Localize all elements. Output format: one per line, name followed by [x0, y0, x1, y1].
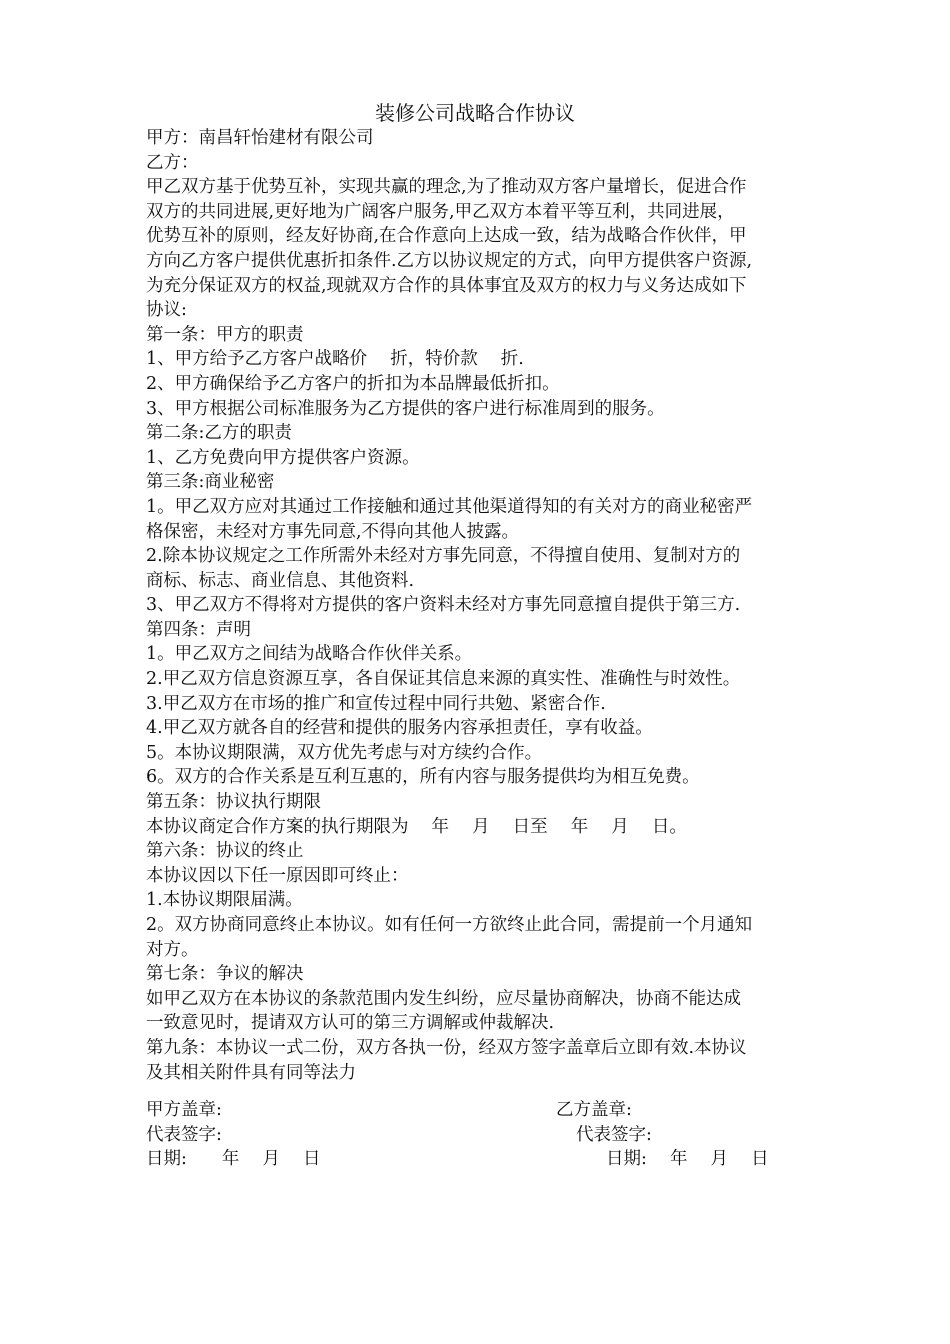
party-b-representative-label: 代表签字:	[576, 1124, 652, 1145]
article-4-clause: 4.甲乙双方就各自的经营和提供的服务内容承担责任，享有收益。	[146, 718, 653, 739]
article-9-clause: 及其相关附件具有同等法力	[146, 1062, 356, 1083]
seal-row	[146, 1098, 826, 1123]
party-a-seal-label: 甲方盖章:	[146, 1100, 222, 1120]
article-5-clause: 本协议商定合作方案的执行期限为 年 月 日至 年 月 日。	[146, 816, 687, 837]
article-2-heading: 第二条:乙方的职责	[146, 423, 292, 444]
preamble-line: 双方的共同进展,更好地为广阔客户服务,甲乙双方本着平等互利，共同进展，	[146, 201, 735, 222]
article-3-clause: 商标、标志、商业信息、其他资料.	[146, 570, 415, 591]
preamble-line: 协议:	[146, 300, 187, 321]
article-1-clause: 2、甲方确保给予乙方客户的折扣为本品牌最低折扣。	[146, 373, 560, 394]
signature-block	[146, 1098, 826, 1172]
party-a-date-label: 日期: 年 月 日	[146, 1149, 321, 1170]
article-5-heading: 第五条：协议执行期限	[146, 792, 321, 813]
article-4-clause: 1。甲乙双方之间结为战略合作伙伴关系。	[146, 644, 473, 665]
document-title: 装修公司战略合作协议	[375, 101, 575, 125]
article-1-clause: 1、甲方给予乙方客户战略价 折，特价款 折.	[146, 349, 524, 370]
preamble-line: 方向乙方客户提供优惠折扣条件.乙方以协议规定的方式，向甲方提供客户资源,	[146, 250, 753, 271]
article-7-clause: 一致意见时，提请双方认可的第三方调解或仲裁解决.	[146, 1013, 555, 1034]
article-1-heading: 第一条：甲方的职责	[146, 324, 304, 345]
preamble-line: 为充分保证双方的权益,现就双方合作的具体事宜及双方的权力与义务达成如下	[146, 275, 747, 296]
article-6-heading: 第六条：协议的终止	[146, 841, 304, 862]
article-3-clause: 3、甲乙双方不得将对方提供的客户资料未经对方事先同意擅自提供于第三方.	[146, 595, 741, 616]
party-b-line: 乙方：	[146, 152, 199, 173]
article-4-heading: 第四条：声明	[146, 619, 251, 640]
article-3-clause: 1。甲乙双方应对其通过工作接触和通过其他渠道得知的有关对方的商业秘密严	[146, 496, 753, 517]
party-b-seal-label: 乙方盖章:	[556, 1100, 632, 1120]
party-a-representative-label: 代表签字:	[146, 1124, 222, 1145]
party-b-date-label: 日期: 年 月 日	[606, 1149, 769, 1170]
article-4-clause: 5。本协议期限满，双方优先考虑与对方续约合作。	[146, 742, 543, 763]
representative-row	[146, 1123, 826, 1148]
article-4-clause: 2.甲乙双方信息资源互享，各自保证其信息来源的真实性、准确性与时效性。	[146, 669, 741, 690]
date-row	[146, 1147, 826, 1172]
article-3-clause: 格保密，未经对方事先同意,不得向其他人披露。	[146, 521, 520, 542]
article-4-clause: 6。双方的合作关系是互利互惠的，所有内容与服务提供均为相互免费。	[146, 767, 700, 788]
article-4-clause: 3.甲乙双方在市场的推广和宣传过程中同行共勉、紧密合作.	[146, 693, 606, 714]
preamble-line: 甲乙双方基于优势互补，实现共赢的理念,为了推动双方客户量增长，促进合作	[146, 177, 747, 198]
article-7-heading: 第七条：争议的解决	[146, 964, 304, 985]
article-7-clause: 如甲乙双方在本协议的条款范围内发生纠纷，应尽量协商解决，协商不能达成	[146, 988, 741, 1009]
article-3-heading: 第三条:商业秘密	[146, 472, 275, 493]
article-9-clause: 第九条：本协议一式二份，双方各执一份，经双方签字盖章后立即有效.本协议	[146, 1037, 747, 1058]
article-3-clause: 2.除本协议规定之工作所需外未经对方事先同意，不得擅自使用、复制对方的	[146, 546, 741, 567]
article-6-clause: 1.本协议期限届满。	[146, 890, 303, 911]
article-2-clause: 1、乙方免费向甲方提供客户资源。	[146, 447, 420, 468]
article-6-clause: 本协议因以下任一原因即可终止：	[146, 865, 409, 886]
preamble-line: 优势互补的原则，经友好协商,在合作意向上达成一致，结为战略合作伙伴，甲	[146, 226, 747, 247]
party-a-line: 甲方：南昌轩怡建材有限公司	[146, 128, 374, 148]
article-6-clause: 2。双方协商同意终止本协议。如有任何一方欲终止此合同，需提前一个月通知	[146, 915, 753, 935]
document-body	[146, 126, 811, 1085]
article-1-clause: 3、甲方根据公司标准服务为乙方提供的客户进行标准周到的服务。	[146, 398, 665, 419]
article-6-clause: 对方。	[146, 939, 199, 960]
